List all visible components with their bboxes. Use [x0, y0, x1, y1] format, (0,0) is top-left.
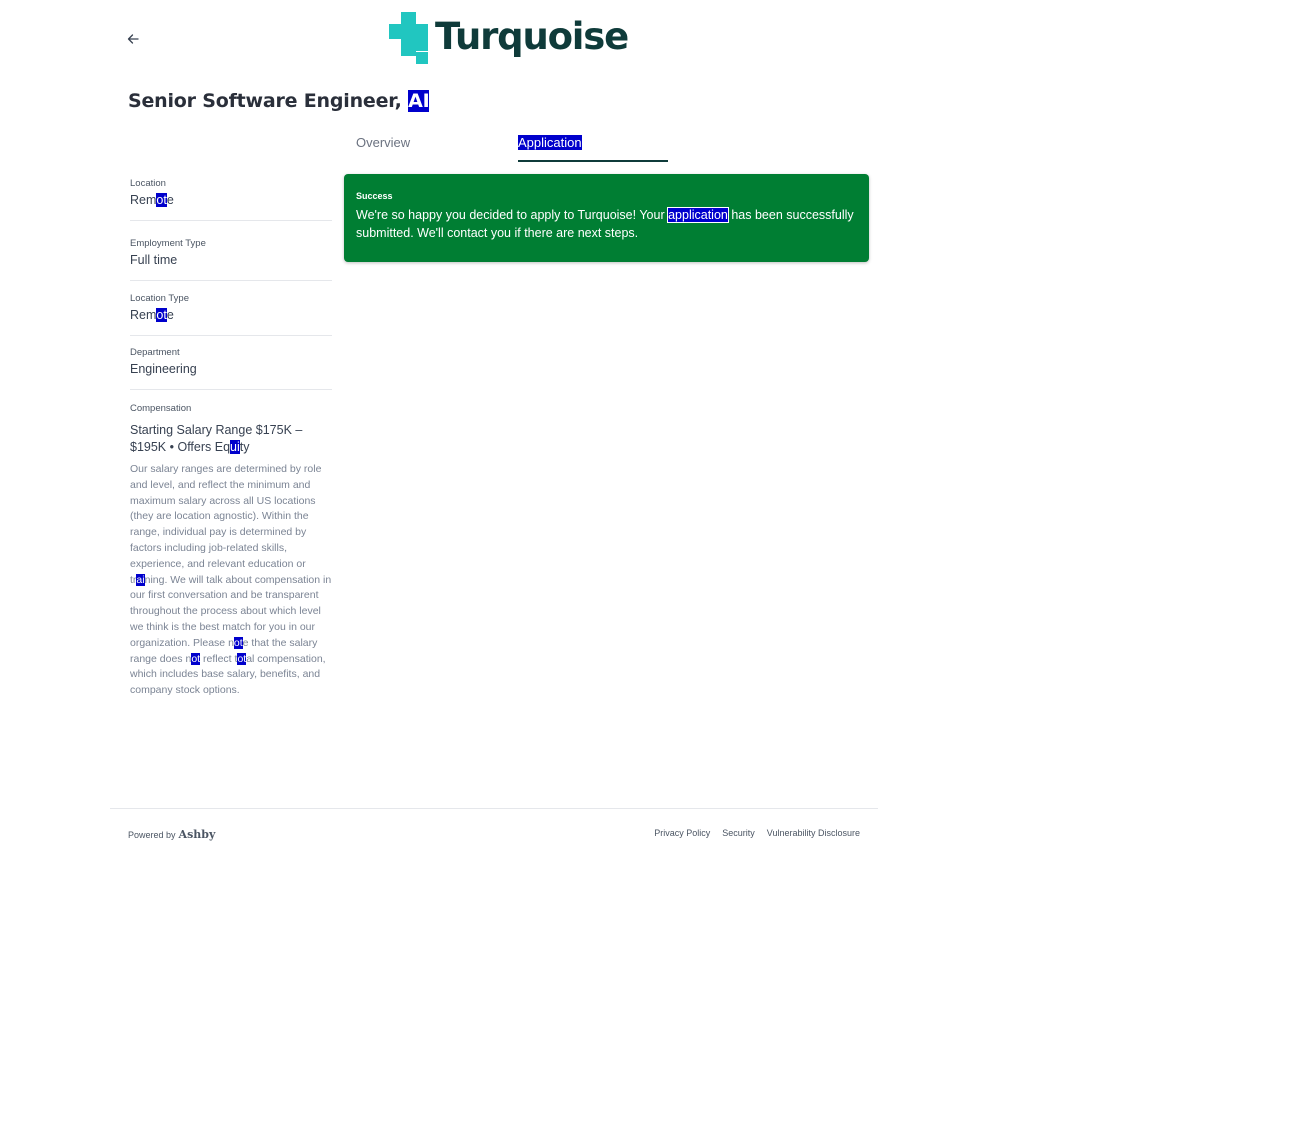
title-text: Senior Software Engineer, — [128, 90, 409, 112]
compensation-desc-highlight: ai — [136, 573, 145, 586]
location-field — [130, 170, 332, 221]
location-type-field — [130, 281, 332, 336]
location-value — [130, 193, 332, 207]
job-details-sidebar — [130, 170, 332, 712]
compensation-desc-highlight: ot — [237, 652, 247, 665]
success-alert — [344, 174, 869, 262]
location-label: Location — [130, 178, 166, 189]
title-highlight: AI — [408, 90, 430, 112]
department-value: Engineering — [130, 362, 197, 376]
alert-title: Success — [356, 191, 393, 201]
alert-message — [356, 206, 857, 242]
compensation-desc-highlight: ot — [233, 636, 243, 649]
compensation-field — [130, 390, 332, 712]
powered-by-label: Powered by — [128, 830, 176, 840]
tab-bar — [344, 130, 869, 162]
compensation-desc-part: reflect t — [200, 652, 238, 665]
alert-message-part: has been successfully submitted. We'll contact you if there are next steps. — [356, 208, 854, 240]
vulnerability-disclosure-link[interactable]: Vulnerability Disclosure — [766, 828, 860, 838]
compensation-desc-part: e that the salary range does n — [130, 636, 318, 665]
security-link[interactable]: Security — [722, 828, 755, 838]
employment-type-label: Employment Type — [130, 238, 206, 249]
department-label: Department — [130, 347, 180, 358]
department-field — [130, 336, 332, 390]
compensation-value-part: ty — [239, 440, 250, 454]
location-value-part: Rem — [130, 193, 157, 207]
tab-overview[interactable] — [356, 130, 410, 162]
compensation-desc-part: ning. We will talk about compensation in our first conversation and be transparent throughout the process about which level we think is the best match for you in our organization. Please n — [130, 573, 332, 649]
arrow-left-icon — [127, 33, 139, 45]
employment-type-value: Full time — [130, 253, 178, 267]
location-value-highlight: ot — [156, 193, 167, 207]
plus-cross-logo-icon — [389, 12, 428, 64]
location-value-part: e — [166, 193, 174, 207]
location-type-value — [130, 308, 332, 322]
privacy-policy-link[interactable]: Privacy Policy — [654, 828, 711, 838]
compensation-desc-part: al compensation, which includes base salary, benefits, and company stock options. — [130, 652, 326, 697]
compensation-value-part: Starting Salary Range $175K – $195K • Offers Eq — [130, 423, 303, 454]
back-button[interactable] — [122, 28, 144, 50]
tab-application[interactable] — [518, 130, 668, 162]
compensation-desc-highlight: ot — [191, 652, 201, 665]
location-type-label: Location Type — [130, 293, 189, 304]
location-type-value-part: e — [166, 308, 174, 322]
brand-logo[interactable] — [389, 11, 628, 65]
ashby-logo: Ashby — [178, 828, 216, 841]
alert-message-part: We're so happy you decided to apply to Turquoise! Your — [356, 208, 669, 222]
footer — [110, 808, 878, 859]
footer-links — [654, 828, 860, 838]
tab-overview-label: Overview — [356, 135, 411, 150]
compensation-label: Compensation — [130, 403, 192, 414]
compensation-description — [130, 462, 332, 699]
location-type-value-highlight: ot — [156, 308, 167, 322]
powered-by[interactable] — [128, 828, 215, 841]
employment-type-field — [130, 221, 332, 281]
compensation-value-highlight: ui — [230, 440, 240, 454]
brand-name: Turquoise — [435, 15, 629, 58]
tab-application-label: Application — [518, 135, 582, 150]
compensation-desc-part: Our salary ranges are determined by role and level, and reflect the minimum and maximum salary across all US locations (they are location agnostic). Within the range, individual pay is determined by factors including job-related skills, experience, and relevant education or tr — [130, 463, 322, 586]
alert-message-highlight: application — [668, 208, 728, 222]
compensation-value — [130, 422, 332, 456]
location-type-value-part: Rem — [130, 308, 157, 322]
page-title — [128, 90, 429, 112]
